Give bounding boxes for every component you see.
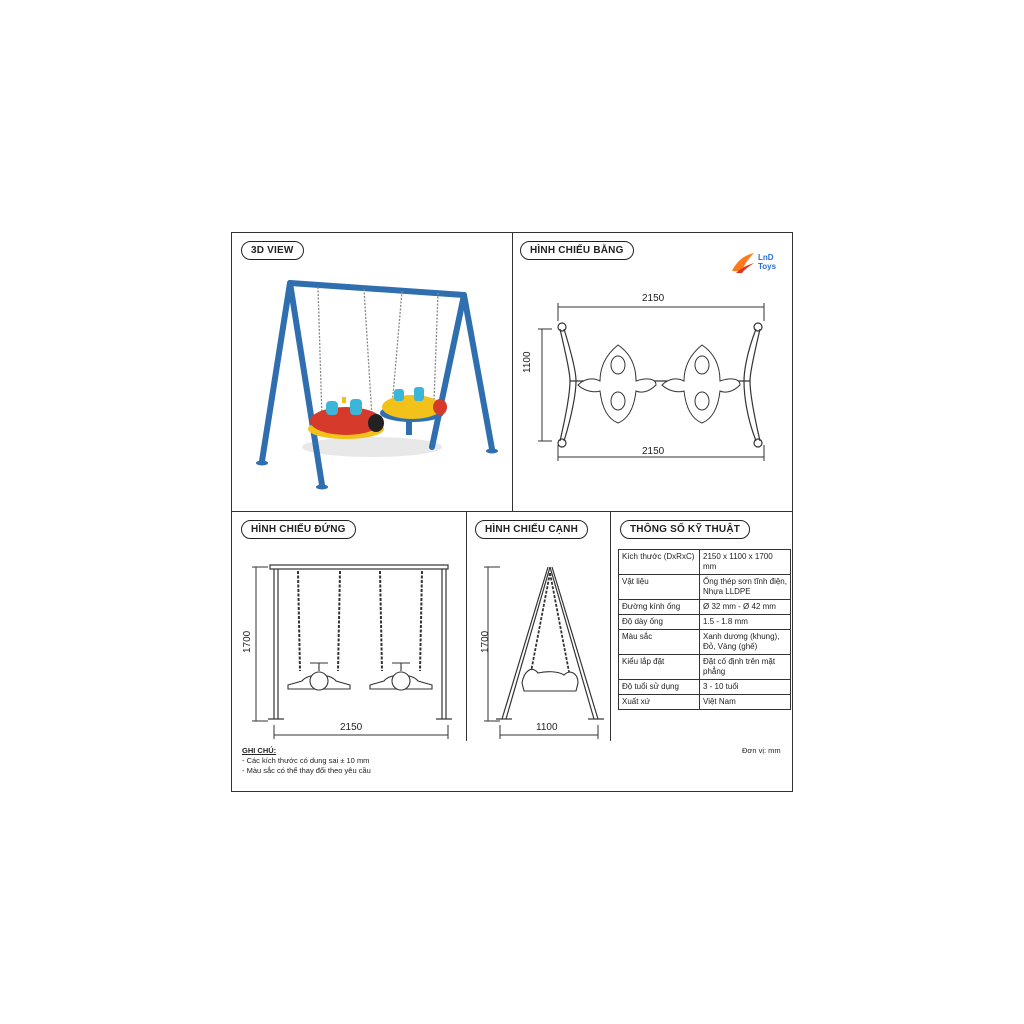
- side-view-chains: [530, 573, 570, 677]
- table-row: [619, 630, 791, 655]
- spec-key: Xuất xứ: [619, 695, 700, 710]
- front-view-seat-left: [288, 663, 350, 690]
- side-view-drawing: [472, 553, 606, 743]
- side-view-seat: [522, 669, 578, 691]
- top-view-drawing: [518, 285, 788, 463]
- table-row: [619, 680, 791, 695]
- panel-title-specs: THÔNG SỐ KỸ THUẬT: [620, 520, 750, 539]
- spec-key: Độ tuổi sử dụng: [619, 680, 700, 695]
- top-dim-depth: 1100: [522, 351, 533, 373]
- table-row: [619, 575, 791, 600]
- top-view-seat-right: [662, 345, 740, 423]
- side-view-frame: [496, 567, 604, 719]
- spec-key: Kiểu lắp đặt: [619, 655, 700, 680]
- divider-bottom-left: [466, 511, 467, 741]
- side-dim-width: 1100: [536, 722, 558, 733]
- front-dim-height: 1700: [242, 630, 253, 653]
- spec-value: 3 - 10 tuổi: [700, 680, 791, 695]
- table-row: [619, 550, 791, 575]
- spec-sheet: [231, 232, 793, 792]
- divider-horizontal: [232, 511, 792, 512]
- airplane-seat-red: [308, 397, 384, 439]
- spec-value: 1.5 - 1.8 mm: [700, 615, 791, 630]
- spec-key: Màu sắc: [619, 630, 700, 655]
- brand-logo-text: LnD Toys: [758, 253, 777, 271]
- notes-item: - Các kích thước có dung sai ± 10 mm: [242, 756, 370, 765]
- front-view-drawing: [242, 553, 462, 743]
- front-dim-width: 2150: [340, 722, 363, 733]
- spec-key: Đường kính ống: [619, 600, 700, 615]
- spec-value: Xanh dương (khung), Đỏ, Vàng (ghế): [700, 630, 791, 655]
- panel-title-3d-view: 3D VIEW: [241, 241, 304, 260]
- side-dim-height: 1700: [480, 630, 491, 653]
- notes-item: - Màu sắc có thể thay đổi theo yêu cầu: [242, 766, 371, 775]
- panel-title-front-view: HÌNH CHIẾU ĐỨNG: [241, 520, 356, 539]
- spec-value: Việt Nam: [700, 695, 791, 710]
- swing-3d-illustration: [242, 271, 506, 497]
- divider-bottom-right: [610, 511, 611, 741]
- top-dim-width-lower: 2150: [642, 446, 665, 457]
- panel-title-top-view: HÌNH CHIẾU BẰNG: [520, 241, 634, 260]
- spec-value: Ø 32 mm - Ø 42 mm: [700, 600, 791, 615]
- spec-value: Đặt cố định trên mặt phẳng: [700, 655, 791, 680]
- panel-title-side-view: HÌNH CHIẾU CẠNH: [475, 520, 588, 539]
- top-dim-width-upper: 2150: [642, 293, 665, 304]
- table-row: [619, 615, 791, 630]
- spec-key: Vật liệu: [619, 575, 700, 600]
- spec-key: Kích thước (DxRxC): [619, 550, 700, 575]
- notes-title: GHI CHÚ:: [242, 746, 277, 755]
- front-view-chains: [298, 571, 422, 671]
- table-row: [619, 655, 791, 680]
- front-view-frame: [268, 565, 452, 719]
- table-row: [619, 695, 791, 710]
- top-view-seat-left: [578, 345, 656, 423]
- spec-value: 2150 x 1100 x 1700 mm: [700, 550, 791, 575]
- front-view-seat-right: [370, 663, 432, 690]
- spec-table: [618, 549, 791, 710]
- spec-value: Ống thép sơn tĩnh điện, Nhựa LLDPE: [700, 575, 791, 600]
- divider-top-vertical: [512, 233, 513, 511]
- spec-key: Độ dày ống: [619, 615, 700, 630]
- unit-label: Đơn vị: mm: [742, 746, 781, 755]
- table-row: [619, 600, 791, 615]
- notes-block: [242, 746, 371, 776]
